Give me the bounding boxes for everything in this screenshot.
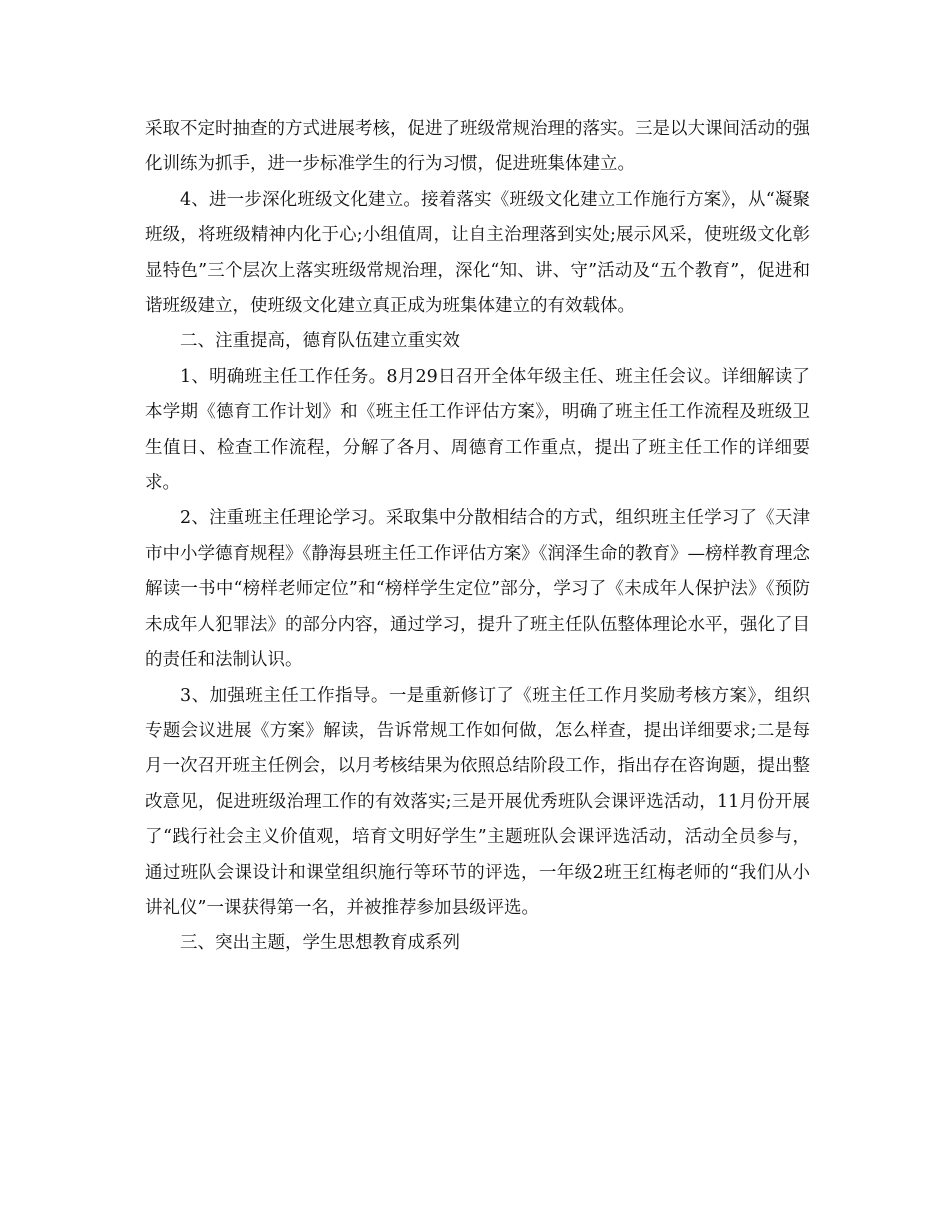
paragraph-teacher-tasks: 1、明确班主任工作任务。8月29日召开全体年级主任、班主任会议。详细解读了本学期《德育工作计划》和《班主任工作评估方案》，明确了班主任工作流程及班级卫生值日、检查工作流程，分解了各月、周德育工作重点，提出了班主任工作的详细要求。: [145, 366, 810, 494]
document-page: [145, 112, 810, 962]
section-heading-3: 三、突出主题，学生思想教育成系列: [180, 933, 460, 954]
paragraph-class-culture: 4、进一步深化班级文化建立。接着落实《班级文化建立工作施行方案》，从“凝聚班级，将班级精神内化于心;小组值周，让自主治理落到实处;展示风采，使班级文化彰显特色”三个层次上落实班级常规治理，深化“知、讲、守”活动及“五个教育”，促进和谐班级建立，使班级文化建立真正成为班集体建立的有效载体。: [145, 189, 810, 317]
paragraph-teacher-guidance: 3、加强班主任工作指导。一是重新修订了《班主任工作月奖励考核方案》，组织专题会议进展《方案》解读，告诉常规工作如何做，怎么样查，提出详细要求;二是每月一次召开班主任例会，以月考核结果为依照总结阶段工作，指出存在咨询题，提出整改意见，促进班级治理工作的有效落实;三是开展优秀班队会课评选活动，11月份开展了“践行社会主义价值观，培育文明好学生”主题班队会课评选活动，活动全员参与，通过班队会课设计和课堂组织施行等环节的评选，一年级2班王红梅老师的“我们从小讲礼仪”一课获得第一名，并被推荐参加县级评选。: [145, 685, 810, 918]
section-heading-2: 二、注重提高，德育队伍建立重实效: [180, 331, 460, 352]
paragraph-continuation: 采取不定时抽查的方式进展考核，促进了班级常规治理的落实。三是以大课间活动的强化训练为抓手，进一步标准学生的行为习惯，促进班集体建立。: [145, 119, 810, 175]
paragraph-teacher-study: 2、注重班主任理论学习。采取集中分散相结合的方式，组织班主任学习了《天津市中小学德育规程》《静海县班主任工作评估方案》《润泽生命的教育》—榜样教育理念解读一书中“榜样老师定位”和“榜样学生定位”部分，学习了《未成年人保护法》《预防未成年人犯罪法》的部分内容，通过学习，提升了班主任队伍整体理论水平，强化了目的责任和法制认识。: [145, 508, 810, 671]
